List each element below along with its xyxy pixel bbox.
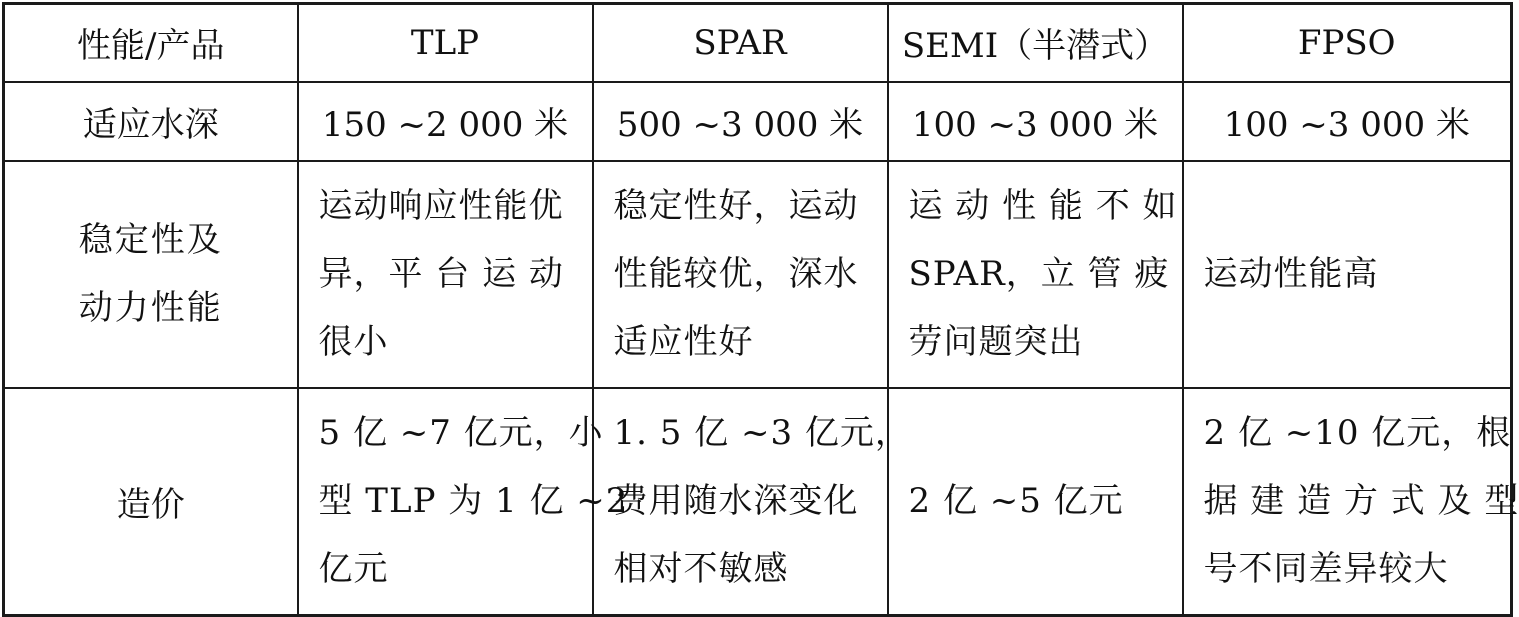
cost-cell-spar: [593, 388, 910, 616]
cell-line: 1. 5 亿 ~3 亿元，: [613, 413, 910, 454]
cell-line: 适应性好: [613, 322, 754, 362]
depth-cell-fpso: 100 ~3 000 米: [1183, 82, 1512, 161]
depth-cell-semi: 100 ~3 000 米: [888, 82, 1183, 161]
header-cell-fpso: FPSO: [1183, 4, 1512, 82]
cost-cell-fpso: [1183, 388, 1519, 616]
cell-line: 2 亿 ~10 亿元，根: [1203, 413, 1512, 454]
row-label-stability-line: 动力性能: [78, 288, 223, 328]
cell-line: 性能较优，深水: [613, 254, 859, 294]
depth-cell-tlp: 150 ~2 000 米: [298, 82, 593, 161]
row-label-cost: 造价: [4, 388, 298, 616]
cell-line: 运动性能高: [1203, 254, 1379, 294]
row-label-stability: [4, 161, 298, 388]
cell-line: 异，平 台 运 动: [318, 254, 564, 294]
cell-line: 很小: [318, 322, 389, 362]
depth-row: [4, 82, 1512, 161]
cell-line: 5 亿 ~7 亿元，小: [318, 413, 604, 454]
cost-row: [4, 388, 1512, 616]
cell-line: 2 亿 ~5 亿元: [908, 481, 1124, 522]
row-label-stability-line: 稳定性及: [78, 220, 223, 260]
stability-cell-tlp: [298, 161, 593, 388]
cell-line: SPAR，立 管 疲: [908, 254, 1170, 294]
header-cell-property: 性能/产品: [4, 4, 298, 82]
stability-cell-spar: [593, 161, 888, 388]
cell-line: 劳问题突出: [908, 322, 1084, 362]
cost-cell-tlp: [298, 388, 629, 616]
comparison-table: [2, 2, 1519, 617]
header-row: [4, 4, 1512, 82]
row-label-depth: 适应水深: [4, 82, 298, 161]
cell-line: 稳定性好，运动: [613, 186, 859, 226]
cell-line: 据 建 造 方 式 及 型: [1203, 481, 1519, 522]
stability-cell-semi: [888, 161, 1183, 388]
stability-row: [4, 161, 1512, 388]
cost-cell-semi: [888, 388, 1183, 616]
stability-cell-fpso: [1183, 161, 1512, 388]
cell-line: 号不同差异较大: [1203, 549, 1449, 590]
header-cell-semi: SEMI（半潜式）: [888, 4, 1183, 82]
cell-line: 相对不敏感: [613, 549, 789, 590]
cell-line: 亿元: [318, 549, 389, 590]
cell-line: 型 TLP 为 1 亿 ~2: [318, 481, 629, 522]
header-cell-tlp: TLP: [298, 4, 593, 82]
depth-cell-spar: 500 ~3 000 米: [593, 82, 888, 161]
cell-line: 费用随水深变化: [613, 481, 859, 522]
cell-line: 运动响应性能优: [318, 186, 564, 226]
header-cell-spar: SPAR: [593, 4, 888, 82]
cell-line: 运 动 性 能 不 如: [908, 186, 1178, 226]
